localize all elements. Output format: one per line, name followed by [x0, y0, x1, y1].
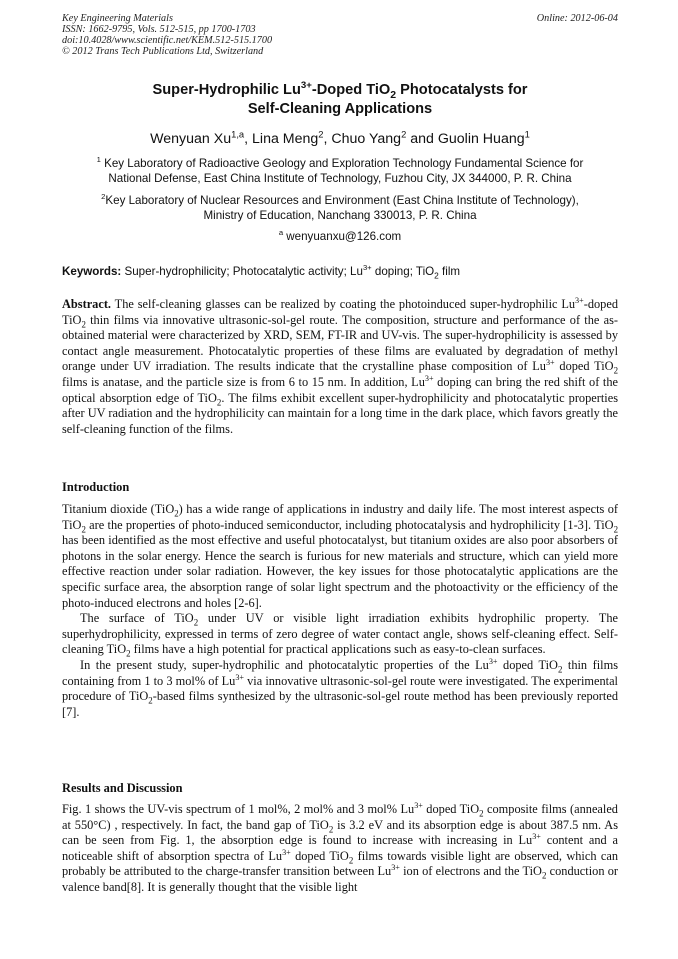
abstract: Abstract. The self-cleaning glasses can be realized by coating the photoinduced super-hydrophilic $Lu^{3+}$-doped TiO$_2$ thin films via innovative ultrasonic-sol-gel route. The composition, structure and performance of the as-obtained material were characterized by XRD, SEM, FT-IR and UV-vis. The super-hydrophilicity is assessed by contact angle measurement. Photocatalytic properties of these films are evaluated by degradation of methyl orange under UV irradiation. The results indicate that the crystalline phase composition of $Lu^{3+}$ doped TiO$_2$ films is anatase, and the particle size is from 6 to 15 nm. In addition, $Lu^{3+}$ doping can bring the red shift of the optical absorption edge of TiO$_2$. The films exhibit excellent super-hydrophilicity and photocatalytic properties after UV radiation and the hydrophilicity can maintain for a long time in the dark place, which favors greatly the self-cleaning function of the films.	[62, 295, 619, 436]
intro-paragraph-3: In the present study, super-hydrophilic and photocatalytic properties of the $Lu^{3+}$ doped TiO$_2$ thin films containing from 1 to 3 mol% of $Lu^{3+}$ via innovative ultrasonic-sol-gel route were investigated. The experimental procedure of TiO$_2$-based films synthesized by the ultrasonic-sol-gel route method has been previously reported [7].	[62, 656, 618, 719]
journal-name: Key Engineering Materials	[62, 13, 173, 24]
issn-line: ISSN: 1662-9795, Vols. 512-515, pp 1700-1703	[62, 24, 256, 35]
doi-line: doi:10.4028/www.scientific.net/KEM.512-515.1700	[62, 35, 273, 46]
keywords: Keywords: Super-hydrophilicity; Photocatalytic activity; $Lu^{3+}$ doping; TiO$_2$ film	[62, 263, 461, 281]
author-email: $^a$ wenyuanxu@126.com	[278, 228, 402, 243]
results-heading: Results and Discussion	[62, 781, 183, 795]
introduction-heading: Introduction	[62, 480, 130, 494]
affiliation-2: $^2$Key Laboratory of Nuclear Resources and Environment (East China Institute of Technology), Ministry of Education, Nanchang 330013, P. R. China	[101, 192, 579, 222]
online-date: Online: 2012-06-04	[536, 13, 618, 24]
intro-paragraph-2: The surface of TiO$_2$ under UV or visible light irradiation exhibits hydrophilic property. The superhydrophilicity, expressed in terms of zero degree of water contact angle, shows self-cleaning effect. Self-cleaning TiO$_2$ films have a high potential for practical applications such as easy-to-clean surfaces.	[62, 611, 618, 659]
results-body: Fig. 1 shows the UV-vis spectrum of 1 mol%, 2 mol% and 3 mol% $Lu^{3+}$ doped TiO$_2$ composite films (annealed at 550°C) , respectively. In fact, the band gap of TiO$_2$ is 3.2 eV and its absorption edge is about 387.5 nm. As can be seen from Fig. 1, the absorption edge is found to increase with increasing in $Lu^{3+}$ content and a noticeable shift of absorption spectra of $Lu^{3+}$ doped TiO$_2$ films towards visible light are observed, which can probably be attributed to the charge-transfer transition between $Lu^{3+}$ ion of electrons and the TiO$_2$ conduction or valence band[8]. It is generally thought that the visible light	[62, 800, 618, 894]
copyright-line: © 2012 Trans Tech Publications Ltd, Switzerland	[62, 46, 264, 57]
author-list: Wenyuan Xu$^{1,a}$, Lina Meng$^2$, Chuo Yang$^2$ and Guolin Huang$^1$	[150, 129, 530, 147]
paper-title: Super-Hydrophilic $Lu^{3+}$-Doped TiO$_2$ Photocatalysts for Self-Cleaning Applications	[152, 80, 528, 117]
abstract-label: Abstract.	[62, 297, 112, 311]
affiliation-1: $^1$ Key Laboratory of Radioactive Geology and Exploration Technology Fundamental Science for National Defense, East China Institute of Technology, Fuzhou City, JX 344000, P. R. China	[96, 155, 584, 185]
page-header	[62, 13, 618, 57]
intro-paragraph-1: Titanium dioxide (TiO$_2$) has a wide range of applications in industry and daily life. The most interest aspects of TiO$_2$ are the properties of photo-induced semiconductor, including photocatalysis and hydrophilicity [1-3]. TiO$_2$ has been identified as the most effective and useful photocatalyst, but titanium oxides are also poor absorbers of photons in the solar energy. Hence the search is furious for new materials and structure, which can yield more effective reaction under solar radiation. However, the key issues for those photocatalytic applications are the specific surface area, the absorption range of solar light spectrum and the photoactivity or the efficiency of the photo-induced electrons and holes [2-6].	[62, 502, 618, 610]
keywords-label: Keywords:	[62, 265, 122, 278]
introduction-body	[62, 502, 618, 720]
